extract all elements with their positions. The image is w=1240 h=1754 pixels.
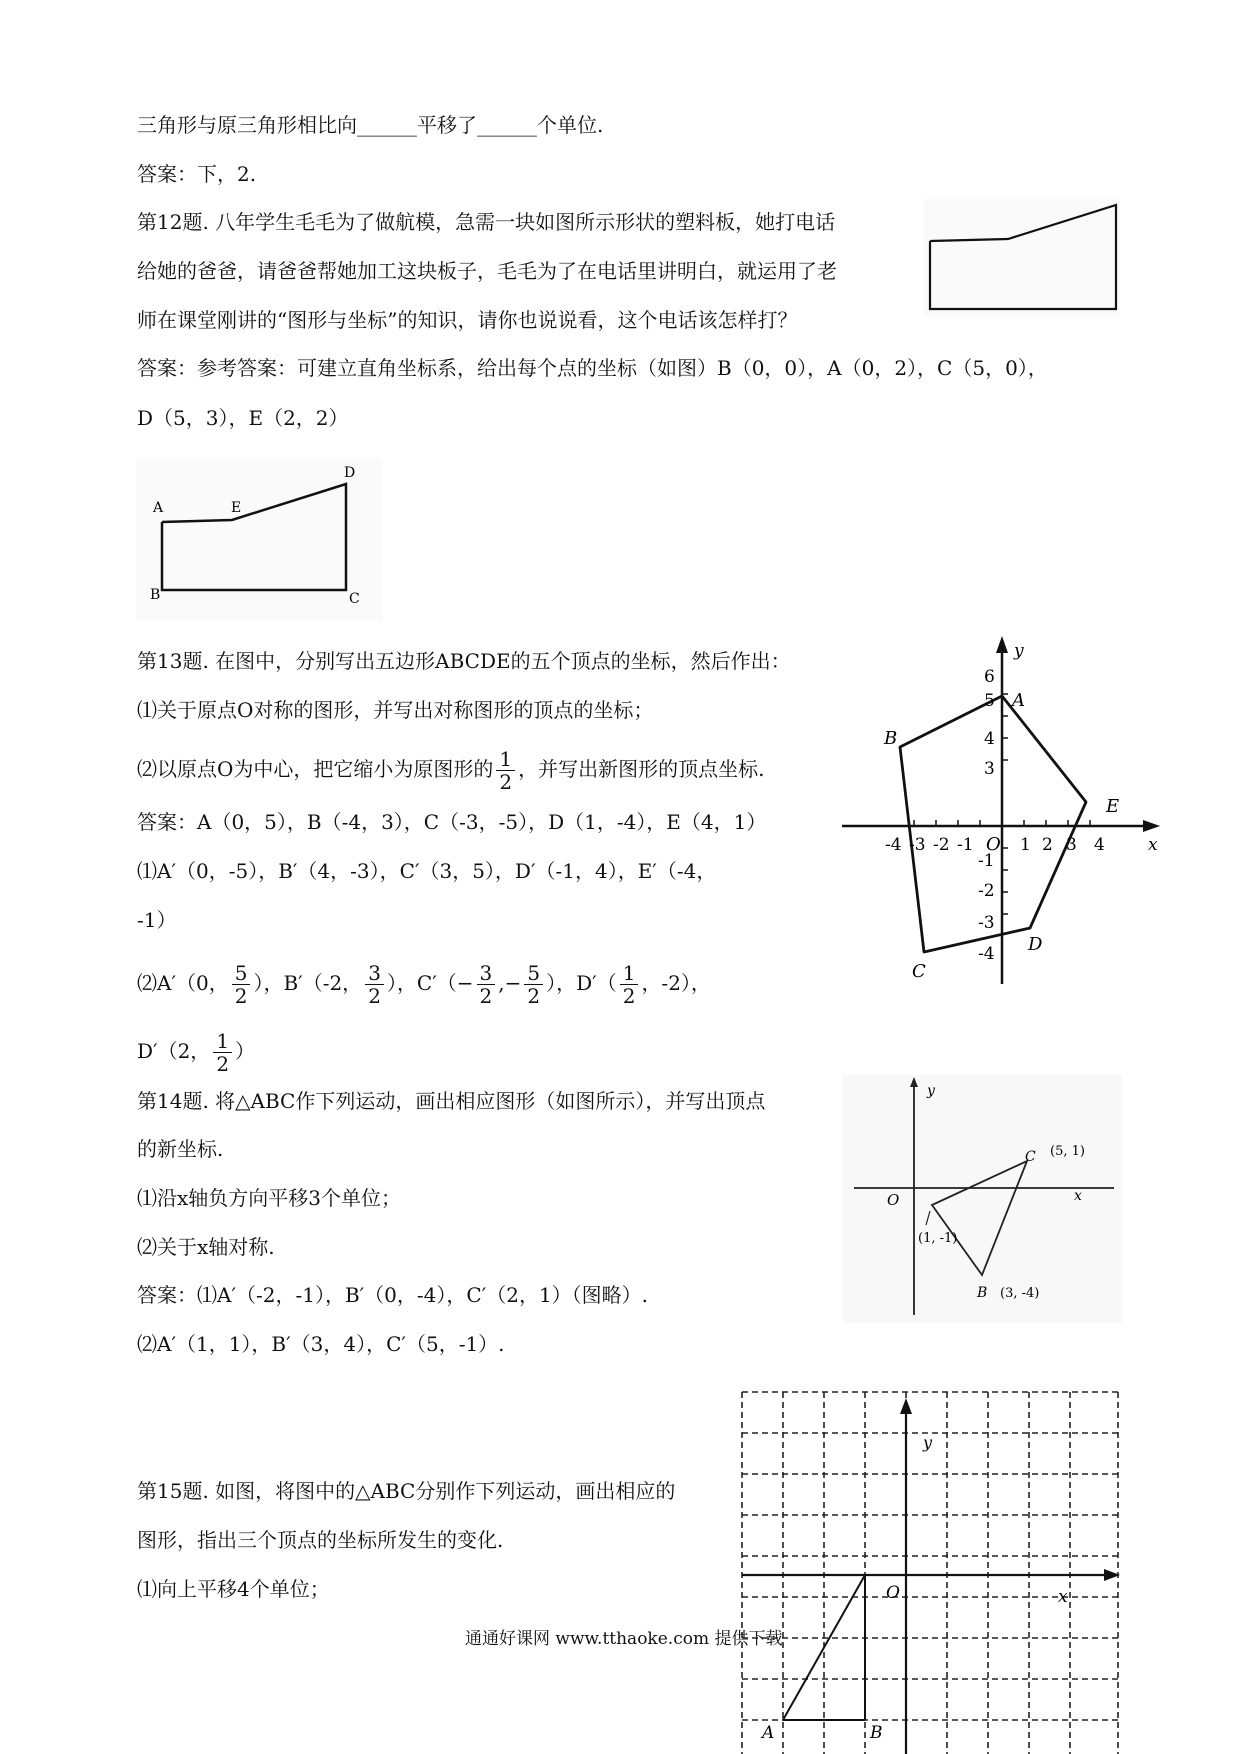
- q13-xtick: -3: [909, 835, 926, 855]
- q13-text-1: 第13题. 在图中，分别写出五边形ABCDE的五个顶点的坐标，然后作出：: [137, 649, 791, 673]
- q15-text-3: ⑴向上平移4个单位；: [137, 1577, 330, 1601]
- q12-answer-figure: [136, 457, 383, 620]
- q14-coord-a: (1, -1): [918, 1231, 958, 1246]
- q13-xtick: -2: [933, 835, 950, 855]
- q13-xtick: 1: [1020, 835, 1031, 855]
- q13-ytick: 4: [984, 729, 995, 749]
- fraction-half-2: $\frac{1}{2}$: [620, 962, 639, 1007]
- q13-label-origin: O: [986, 834, 1001, 855]
- q13-text-3: [137, 748, 765, 793]
- q13-answer-2a: ⑵A′（0， $\frac{5}{2}$ ），B′（-2， $\frac{3}{2}$ ），C′（− $\frac{3}{2}$ ,− $\frac{5}{2}$ ），D′（ $\frac{1}{2}$ ，-2），: [137, 961, 711, 1008]
- q14-label-c: C: [1025, 1149, 1036, 1165]
- q12-label-a: A: [153, 500, 164, 516]
- fraction-neg-five-half: $\frac{5}{2}$: [524, 962, 543, 1007]
- q13-text-3-pre: ⑵以原点O为中心，把它缩小为原图形的: [137, 757, 494, 781]
- q13-pentagon-figure: [838, 632, 1168, 994]
- q13-label-d: D: [1028, 934, 1043, 955]
- q12-label-d: D: [344, 465, 356, 481]
- q15-grid-figure: [738, 1388, 1122, 1754]
- q13-xtick: 3: [1066, 835, 1077, 855]
- q12-answer-1: 答案：参考答案：可建立直角坐标系，给出每个点的坐标（如图）B（0，0），A（0，2），C（5，0），: [137, 356, 1048, 380]
- q12-label-c: C: [349, 591, 360, 607]
- q13-label-y: y: [1014, 641, 1024, 661]
- q15-label-origin: O: [886, 1583, 900, 1603]
- q13-xtick: -4: [885, 835, 902, 855]
- q13-label-a: A: [1012, 690, 1025, 711]
- q14-triangle-figure: [842, 1075, 1122, 1323]
- fraction-three-half: $\frac{3}{2}$: [365, 962, 384, 1007]
- line-previous-question-tail: 三角形与原三角形相比向______平移了______个单位.: [137, 113, 604, 137]
- q15-x-arrow: [1104, 1569, 1120, 1581]
- q14-label-origin: O: [887, 1191, 900, 1209]
- q13-ytick: -2: [978, 881, 995, 901]
- fraction-neg-three-half: $\frac{3}{2}$: [477, 962, 496, 1007]
- q13-label-e: E: [1106, 796, 1120, 817]
- q13-answer-1a: ⑴A′（0，-5），B′（4，-3），C′（3，5），D′（-1，4），E′（-4，: [137, 859, 717, 883]
- q12-label-e: E: [231, 500, 242, 516]
- answer-previous: 答案：下，2.: [137, 162, 257, 186]
- fraction-half: $\frac{1}{2}$: [496, 748, 515, 793]
- q15-label-y: y: [923, 1433, 933, 1452]
- fraction-five-half: $\frac{5}{2}$: [232, 962, 251, 1007]
- q13-ytick: 5: [984, 691, 995, 711]
- q13-label-b: B: [884, 728, 898, 749]
- q15-label-b: B: [870, 1723, 883, 1743]
- q13-xtick: 2: [1042, 835, 1053, 855]
- q14-text-4: ⑵关于x轴对称.: [137, 1235, 275, 1259]
- q14-coord-b: (3, -4): [1000, 1286, 1040, 1301]
- q15-text-2: 图形，指出三个顶点的坐标所发生的变化.: [137, 1528, 504, 1552]
- footer: 通通好课网 www.tthaoke.com 提供下载: [465, 1629, 783, 1649]
- q14-answer-2: ⑵A′（1，1），B′（3，4），C′（5，-1）.: [137, 1332, 505, 1356]
- q13-ytick: 6: [984, 667, 995, 687]
- q13-ytick: 3: [984, 759, 995, 779]
- q13-x-arrow: [1143, 820, 1160, 832]
- q14-text-3: ⑴沿x轴负方向平移3个单位；: [137, 1186, 402, 1210]
- q15-text-1: 第15题. 如图，将图中的△ABC分别作下列运动，画出相应的: [137, 1479, 676, 1503]
- q13-label-c: C: [912, 961, 926, 982]
- q14-text-2: 的新坐标.: [137, 1137, 224, 1161]
- q12-text-2: 给她的爸爸，请爸爸帮她加工这块板子，毛毛为了在电话里讲明白，就运用了老: [137, 259, 837, 283]
- q12-label-b: B: [150, 587, 161, 603]
- q13-ytick: -1: [978, 851, 995, 871]
- q13-y-arrow: [996, 636, 1008, 653]
- q13-xtick: 4: [1094, 835, 1105, 855]
- q13-text-2: ⑴关于原点O对称的图形，并写出对称图形的顶点的坐标；: [137, 698, 654, 722]
- q12-text-1: 第12题. 八年学生毛毛为了做航模，急需一块如图所示形状的塑料板，她打电话: [137, 210, 836, 234]
- q12-answer-2: D（5，3），E（2，2）: [137, 406, 349, 430]
- q14-text-1: 第14题. 将△ABC作下列运动，画出相应图形（如图所示），并写出顶点: [137, 1089, 766, 1113]
- q15-label-x: x: [1058, 1587, 1068, 1607]
- q13-ytick: -4: [978, 944, 995, 964]
- q14-label-x: x: [1074, 1188, 1082, 1204]
- q14-answer-1: 答案：⑴A′（-2，-1），B′（0，-4），C′（2，1）（图略）.: [137, 1283, 649, 1307]
- q13-answer: 答案：A（0，5），B（-4，3），C（-3，-5），D（1，-4），E（4，1）: [137, 810, 767, 834]
- q13-answer-2b: D′（2， $\frac{1}{2}$ ）: [137, 1029, 256, 1076]
- q13-ytick: -3: [978, 913, 995, 933]
- q14-label-b: B: [977, 1285, 988, 1301]
- q14-coord-c: (5, 1): [1050, 1144, 1085, 1159]
- q12-shape-figure: [924, 199, 1120, 317]
- q14-label-y: y: [927, 1083, 935, 1099]
- q13-answer-1b: -1）: [137, 908, 177, 932]
- q13-label-x: x: [1148, 835, 1158, 855]
- q13-text-3-post: ，并写出新图形的顶点坐标.: [518, 757, 765, 781]
- q15-y-arrow: [900, 1398, 912, 1414]
- q15-label-a: A: [762, 1723, 775, 1743]
- fraction-half-3: $\frac{1}{2}$: [213, 1030, 232, 1075]
- q13-xtick: -1: [957, 835, 974, 855]
- q12-text-3: 师在课堂刚讲的“图形与坐标”的知识，请你也说说看，这个电话该怎样打？: [137, 308, 798, 332]
